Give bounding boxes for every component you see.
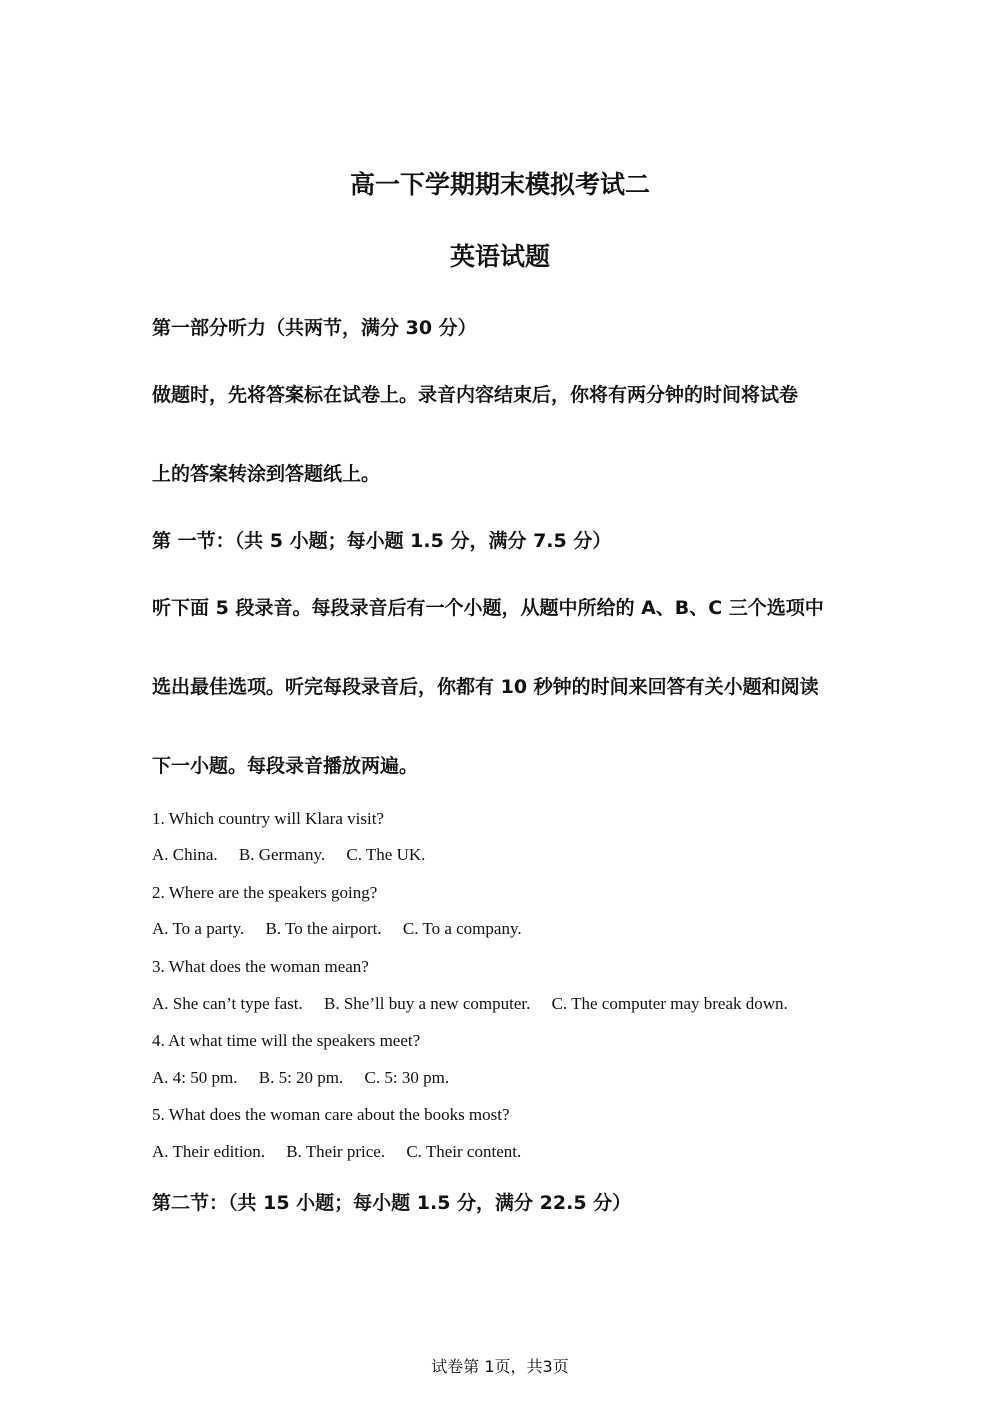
option-a: A. China. <box>152 845 218 864</box>
question-2-options <box>152 918 539 940</box>
option-a: A. Their edition. <box>152 1142 265 1161</box>
question-5-options <box>152 1141 538 1163</box>
part1-instruction-line: 做题时，先将答案标在试卷上。录音内容结束后，你将有两分钟的时间将试卷 <box>152 384 799 406</box>
question-1-options <box>152 844 442 866</box>
section2-heading: 第二节：（共 15 小题；每小题 1.5 分，满分 22.5 分） <box>152 1192 632 1214</box>
option-a: A. To a party. <box>152 919 245 938</box>
option-c: C. 5: 30 pm. <box>364 1068 450 1087</box>
option-c: C. The computer may break down. <box>551 994 788 1013</box>
option-b: B. She’ll buy a new computer. <box>324 994 531 1013</box>
question-3-options <box>152 993 805 1015</box>
page-footer: 试卷第 1页，共3页 <box>431 1357 569 1376</box>
option-b: B. 5: 20 pm. <box>258 1068 344 1087</box>
section1-instruction-line: 下一小题。每段录音播放两遍。 <box>152 755 419 777</box>
option-b: B. Germany. <box>238 845 326 864</box>
question-5-text: 5. What does the woman care about the books most? <box>152 1105 510 1124</box>
section1-instruction-line: 选出最佳选项。听完每段录音后，你都有 10 秒钟的时间来回答有关小题和阅读 <box>152 676 819 698</box>
option-b: B. To the airport. <box>265 919 382 938</box>
part1-instruction-line: 上的答案转涂到答题纸上。 <box>152 463 381 485</box>
option-a: A. She can’t type fast. <box>152 994 303 1013</box>
section1-heading: 第 一节：（共 5 小题；每小题 1.5 分，满分 7.5 分） <box>152 530 612 552</box>
exam-subtitle: 英语试题 <box>449 242 550 271</box>
section1-instruction-line: 听下面 5 段录音。每段录音后有一个小题，从题中所给的 A、B、C 三个选项中 <box>152 597 824 619</box>
option-a: A. 4: 50 pm. <box>152 1068 238 1087</box>
option-c: C. Their content. <box>406 1142 522 1161</box>
option-c: C. To a company. <box>402 919 522 938</box>
exam-title: 高一下学期期末模拟考试二 <box>349 170 650 199</box>
question-4-text: 4. At what time will the speakers meet? <box>152 1031 421 1050</box>
question-2-text: 2. Where are the speakers going? <box>152 883 378 902</box>
question-4-options <box>152 1067 466 1089</box>
question-3-text: 3. What does the woman mean? <box>152 957 369 976</box>
question-1-text: 1. Which country will Klara visit? <box>152 809 384 828</box>
option-c: C. The UK. <box>346 845 426 864</box>
option-b: B. Their price. <box>286 1142 386 1161</box>
part1-heading: 第一部分听力（共两节，满分 30 分） <box>152 317 477 339</box>
